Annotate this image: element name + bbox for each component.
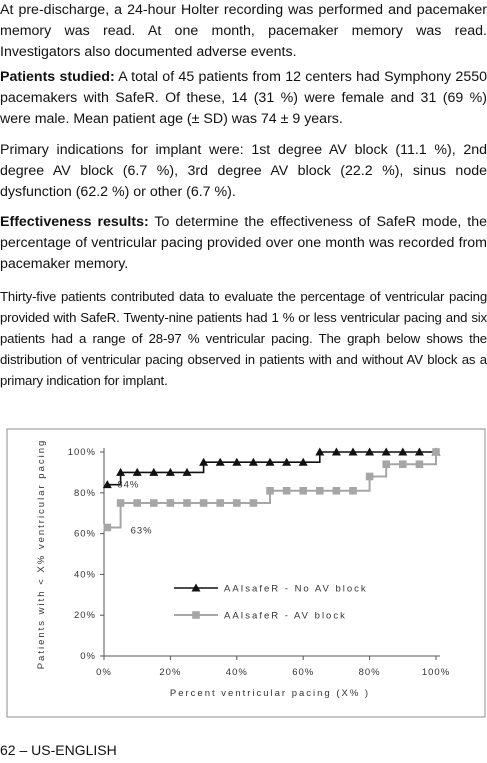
annotation-label: 63% <box>130 525 153 537</box>
annotation-label: 84% <box>117 479 140 491</box>
y-axis-title: Patients with < X% ventricular pacing <box>36 438 47 670</box>
y-tick-label: 80% <box>73 487 96 499</box>
y-tick-label: 20% <box>73 610 96 622</box>
data-point-square <box>200 499 208 507</box>
data-point-square <box>416 460 424 468</box>
footer-label: – US-ENGLISH <box>15 742 117 758</box>
legend-label: AAIsafeR - No AV block <box>224 583 368 595</box>
chart-svg <box>6 428 486 718</box>
data-point-square <box>349 487 357 495</box>
data-point-square <box>299 487 307 495</box>
data-point-square <box>333 487 341 495</box>
paragraph-holter-text: At pre-discharge, a 24-hour Holter recording was performed and pacemaker memory was read. At one month, pacemaker memory was read. Investigators also documented adverse events. <box>0 2 487 60</box>
paragraph-indications-text: Primary indications for implant were: 1st degree AV block (11.1 %), 2nd degree AV block (6.7 %), 3rd degree AV block (22.2 %), sinus node dysfunction (62.2 %) or other (6.7 %). <box>0 142 487 200</box>
effectiveness-body: To determine the effectiveness of SafeR mode, the percentage of ventricular pacing provided over one month was recorded from pacemaker memory. <box>0 214 487 272</box>
page-number: 62 <box>0 742 16 758</box>
x-tick-label: 60% <box>292 667 315 678</box>
y-tick-label: 0% <box>80 651 96 662</box>
data-point-square <box>233 499 241 507</box>
data-point-square <box>366 473 374 481</box>
y-tick-label: 60% <box>73 528 96 540</box>
y-tick-label: 40% <box>73 569 96 581</box>
data-point-square <box>150 499 158 507</box>
y-tick-label: 100% <box>67 447 96 458</box>
x-tick-label: 100% <box>421 667 451 678</box>
ventricular-pacing-chart <box>6 428 486 718</box>
paragraph-ventricular-pacing <box>0 286 487 391</box>
x-tick-label: 20% <box>159 667 182 678</box>
x-axis-title: Percent ventricular pacing (X% ) <box>169 688 371 699</box>
x-tick-label: 0% <box>96 667 112 678</box>
data-point-square <box>316 487 324 495</box>
data-point-square <box>382 460 390 468</box>
paragraph-indications <box>0 140 487 203</box>
data-point-square <box>133 499 141 507</box>
effectiveness-heading: Effectiveness results: <box>0 214 149 230</box>
page-footer <box>0 741 117 759</box>
data-point-square <box>104 524 112 532</box>
patients-studied-heading: Patients studied: <box>0 69 115 85</box>
x-tick-label: 80% <box>358 667 381 678</box>
legend-marker-square <box>192 611 200 619</box>
data-point-square <box>283 487 291 495</box>
data-point-square <box>432 448 440 456</box>
patients-studied-body: A total of 45 patients from 12 centers had Symphony 2550 pacemakers with SafeR. Of these, 14 (31 %) were female and 31 (69 %) were male. Mean patient age (± SD) was 74 ± 9 years. <box>0 69 487 127</box>
paragraph-ventricular-pacing-text: Thirty-five patients contributed data to evaluate the percentage of ventricular pacing provided with SafeR. Twenty-nine patients had 1 % or less ventricular pacing and six patients had a range of 28-97 % ventricular pacing. The graph below shows the distribution of ventricular pacing observed in patients with and without AV block as a primary indication for implant. <box>0 289 487 388</box>
data-point-square <box>216 499 224 507</box>
data-point-square <box>183 499 191 507</box>
paragraph-effectiveness <box>0 212 487 275</box>
data-point-square <box>399 460 407 468</box>
data-point-square <box>167 499 175 507</box>
data-point-square <box>117 499 125 507</box>
data-point-square <box>266 487 274 495</box>
paragraph-patients-studied <box>0 67 487 130</box>
x-tick-label: 40% <box>225 667 248 678</box>
data-point-square <box>250 499 258 507</box>
paragraph-holter <box>0 0 487 63</box>
legend-label: AAIsafeR - AV block <box>224 610 347 622</box>
